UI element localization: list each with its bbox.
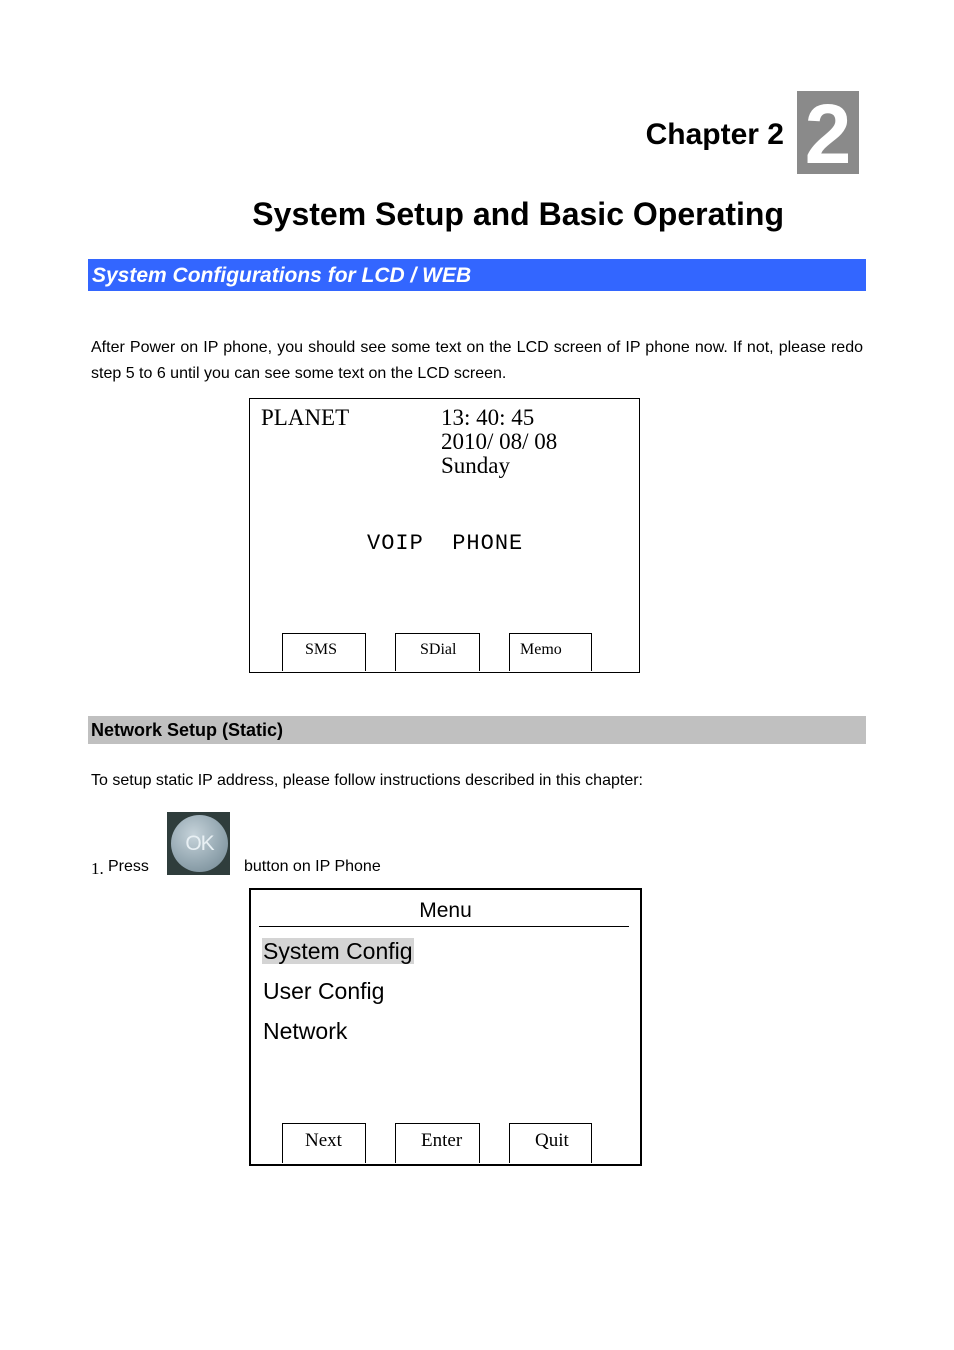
chapter-number-badge: 2 xyxy=(797,91,859,174)
lcd-home-screen xyxy=(249,398,640,673)
lcd-date: 2010/ 08/ 08 xyxy=(441,429,558,454)
menu-title: Menu xyxy=(419,899,472,922)
step-number: 1. xyxy=(91,859,104,878)
softkey-enter[interactable]: Enter xyxy=(395,1123,480,1163)
softkey-next[interactable]: Next xyxy=(282,1123,366,1163)
softkey-memo[interactable]: Memo xyxy=(509,633,592,671)
chapter-label: Chapter 2 xyxy=(645,118,784,151)
lcd-center-text: VOIP PHONE xyxy=(367,531,524,556)
ok-button-image xyxy=(167,812,230,875)
menu-divider xyxy=(259,926,629,927)
lcd-menu-screen xyxy=(249,888,642,1166)
section-heading-bar xyxy=(88,259,866,291)
softkey-quit[interactable]: Quit xyxy=(509,1123,592,1163)
subsection-heading-bar xyxy=(88,716,866,744)
softkey-sdial[interactable]: SDial xyxy=(395,633,480,671)
ok-icon: OK xyxy=(171,815,228,872)
softkey-sms[interactable]: SMS xyxy=(282,633,366,671)
intro-paragraph: After Power on IP phone, you should see some text on the LCD screen of IP phone now. If not, please redo step 5 to 6 until you can see some text on the LCD screen. xyxy=(91,339,863,382)
page-title: System Setup and Basic Operating xyxy=(252,196,784,232)
section-heading: System Configurations for LCD / WEB xyxy=(92,264,472,287)
menu-item-system-config[interactable]: System Config xyxy=(263,938,413,964)
menu-item-network[interactable]: Network xyxy=(263,1018,348,1044)
lcd-time: 13: 40: 45 xyxy=(441,405,535,430)
menu-item-user-config[interactable]: User Config xyxy=(263,978,385,1004)
lcd-brand: PLANET xyxy=(261,405,350,430)
lcd-day: Sunday xyxy=(441,453,510,478)
step-suffix: button on IP Phone xyxy=(244,858,381,875)
step-prefix: Press xyxy=(108,858,149,875)
setup-paragraph: To setup static IP address, please follow instructions described in this chapter: xyxy=(91,772,643,789)
subsection-heading: Network Setup (Static) xyxy=(91,720,284,740)
